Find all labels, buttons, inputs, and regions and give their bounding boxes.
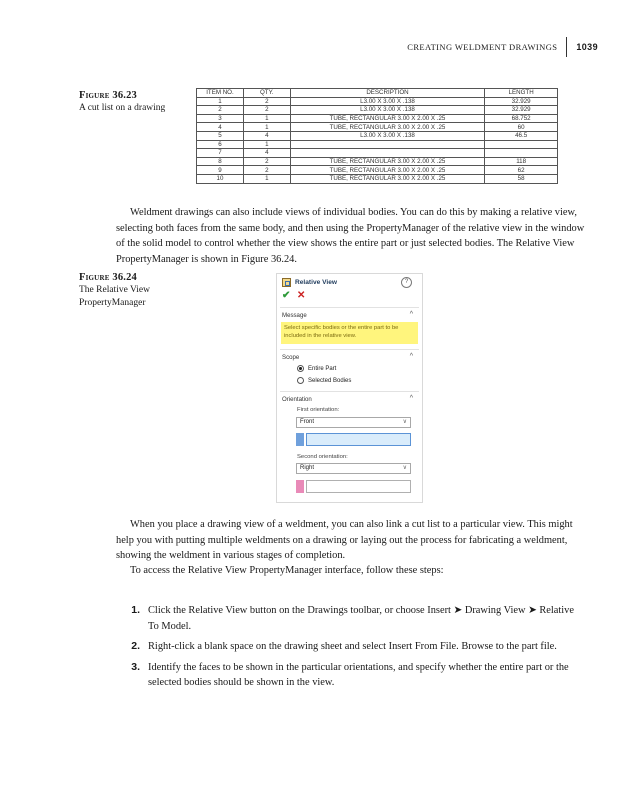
cell-length: 60 [485,123,558,132]
first-face-selection[interactable] [296,433,411,446]
cell-qty: 2 [243,97,290,106]
chevron-down-icon: ∨ [402,419,407,425]
figure-caption-line-1: The Relative View [79,285,151,295]
cell-description [290,140,485,149]
table-row [197,123,558,132]
cell-qty: 4 [243,149,290,158]
section-divider [280,349,419,350]
cell-item-no: 4 [197,123,244,132]
cancel-x-icon[interactable]: ✕ [297,290,306,301]
cell-length [485,140,558,149]
step-number: 1. [131,604,140,616]
cell-qty: 4 [243,131,290,140]
cell-item-no: 2 [197,106,244,115]
cell-length: 62 [485,166,558,175]
first-orientation-select[interactable] [296,417,411,428]
table-row [197,131,558,140]
figure-caption: A cut list on a drawing [79,103,166,113]
cell-qty: 1 [243,123,290,132]
col-header-qty: QTY. [243,89,290,98]
cell-length: 58 [485,174,558,183]
section-divider [280,307,419,308]
col-header-length: LENGTH [485,89,558,98]
collapse-caret-icon[interactable]: ^ [409,395,413,402]
cell-description: TUBE, RECTANGULAR 3.00 X 2.00 X .25 [290,174,485,183]
list-item [116,603,586,634]
cell-description [290,149,485,158]
step-text: Click the Relative View button on the Drawings toolbar, or choose Insert ➤ Drawing View ➤ Relative To Model. [148,605,574,632]
scope-option-label: Selected Bodies [308,377,352,384]
table-row [197,97,558,106]
table-row [197,157,558,166]
table-row [197,174,558,183]
cell-qty: 2 [243,166,290,175]
body-paragraph-3: To access the Relative View PropertyManager interface, follow these steps: [130,565,444,576]
cell-item-no: 7 [197,149,244,158]
cell-length [485,149,558,158]
cut-list-table [196,88,558,184]
first-face-selection-box[interactable] [306,433,411,446]
table-row [197,114,558,123]
radio-selected-icon[interactable] [297,365,304,372]
figure-caption-line-2: PropertyManager [79,298,146,308]
list-item [116,660,586,691]
first-orientation-value: Front [300,419,315,425]
cell-description: TUBE, RECTANGULAR 3.00 X 2.00 X .25 [290,166,485,175]
table-row [197,166,558,175]
message-section-title: Message [282,312,307,319]
pm-title: Relative View [295,279,338,286]
ok-checkmark-icon[interactable]: ✔ [282,290,291,301]
step-number: 3. [131,660,140,673]
second-face-selection[interactable] [296,480,411,493]
figure-number: Figure 36.24 [79,272,138,283]
cell-description: L3.00 X 3.00 X .138 [290,106,485,115]
collapse-caret-icon[interactable]: ^ [409,311,413,318]
table-row [197,149,558,158]
message-box: Select specific bodies or the entire part to be included in the relative view. [281,322,418,344]
scope-section-title: Scope [282,354,300,361]
running-header [407,37,598,57]
body-paragraph-2: When you place a drawing view of a weldment, you can also link a cut list to a particular view. This might help you with putting multiple weldments on a drawing or laying out the process for fabricating a weldment, showing the weldment in various stages of completion. [116,519,573,561]
second-face-color-swatch [296,480,304,493]
cell-description: TUBE, RECTANGULAR 3.00 X 2.00 X .25 [290,114,485,123]
cell-length: 46.5 [485,131,558,140]
step-text: Right-click a blank space on the drawing sheet and select Insert From File. Browse to the part file. [148,641,557,652]
table-row [197,140,558,149]
relative-view-property-manager [276,273,423,503]
body-paragraph-1: Weldment drawings can also include views of individual bodies. You can do this by making a relative view, selecting both faces from the same body, and then using the PropertyManager of the relative view in the window of the solid model to control whether the view shows the entire part or just selected bodies. The Relative View PropertyManager is shown in Figure 36.24. [116,207,585,265]
step-text: Identify the faces to be shown in the particular orientations, and specify whether the entire part or the selected bodies should be shown in the view. [148,661,569,688]
header-divider [566,37,567,57]
orientation-section-title: Orientation [282,396,312,403]
radio-unselected-icon[interactable] [297,377,304,384]
table-row [197,106,558,115]
figure-number: Figure 36.23 [79,90,138,101]
collapse-caret-icon[interactable]: ^ [409,353,413,360]
cell-qty: 2 [243,157,290,166]
cell-qty: 2 [243,106,290,115]
cell-description: TUBE, RECTANGULAR 3.00 X 2.00 X .25 [290,123,485,132]
page-number: 1039 [576,42,598,52]
cell-description: L3.00 X 3.00 X .138 [290,131,485,140]
cell-item-no: 3 [197,114,244,123]
cell-qty: 1 [243,140,290,149]
second-face-selection-box[interactable] [306,480,411,493]
cell-length: 118 [485,157,558,166]
chevron-down-icon: ∨ [402,465,407,471]
col-header-item-no: ITEM NO. [197,89,244,98]
section-divider [280,391,419,392]
figure-36-23-label [79,89,165,115]
scope-option-label: Entire Part [308,365,337,372]
running-title: CREATING WELDMENT DRAWINGS [407,42,558,52]
second-orientation-value: Right [300,465,315,471]
scope-option-selected-bodies[interactable] [297,377,351,384]
cell-item-no: 9 [197,166,244,175]
cell-description: TUBE, RECTANGULAR 3.00 X 2.00 X .25 [290,157,485,166]
steps-list [116,603,586,696]
cell-item-no: 6 [197,140,244,149]
relative-view-icon [282,278,291,287]
first-orientation-label: First orientation: [297,407,340,413]
pm-title-bar [282,278,337,287]
cell-item-no: 1 [197,97,244,106]
cell-qty: 1 [243,114,290,123]
first-face-color-swatch [296,433,304,446]
cell-length: 32.929 [485,106,558,115]
col-header-description: DESCRIPTION [290,89,485,98]
cell-description: L3.00 X 3.00 X .138 [290,97,485,106]
cell-item-no: 5 [197,131,244,140]
scope-option-entire-part[interactable] [297,365,336,372]
cell-length: 32.929 [485,97,558,106]
list-item [116,639,586,655]
figure-36-24-label [79,271,150,310]
cell-qty: 1 [243,174,290,183]
second-orientation-select[interactable] [296,463,411,474]
cell-length: 68.752 [485,114,558,123]
cut-list-header-row [197,89,558,98]
help-icon[interactable]: ? [401,277,412,288]
cell-item-no: 10 [197,174,244,183]
step-number: 2. [131,640,140,652]
cell-item-no: 8 [197,157,244,166]
second-orientation-label: Second orientation: [297,454,348,460]
